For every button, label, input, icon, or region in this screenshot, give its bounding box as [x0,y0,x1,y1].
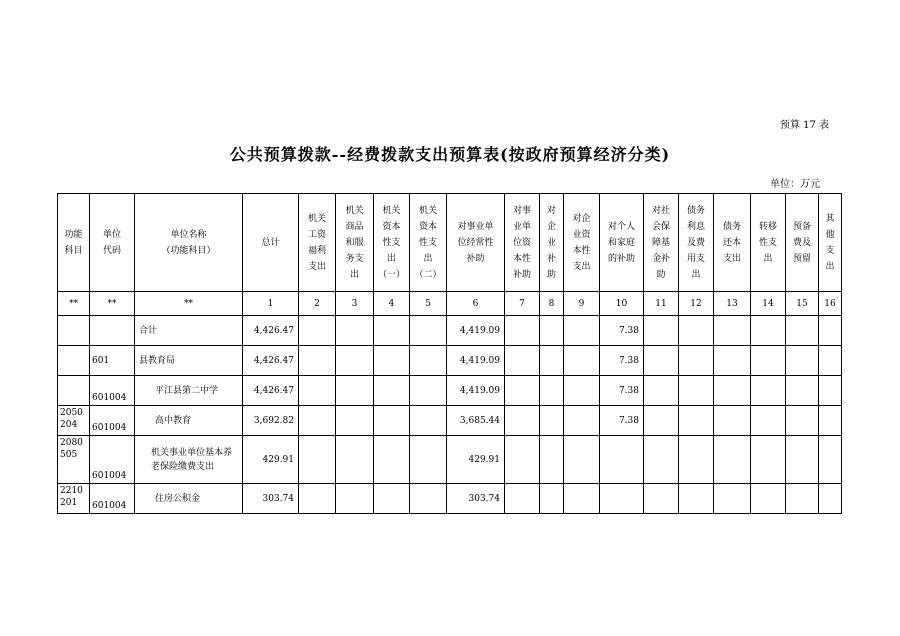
header-cell: 机关 资本 性支 出 （二） [410,194,447,292]
index-cell: 2 [299,292,336,316]
unit-code-cell: 601004 [90,436,135,484]
unit-code-cell: 601004 [90,376,135,406]
index-cell: 6 [447,292,505,316]
institution-subsidy-cell: 4,419.09 [447,316,505,346]
index-cell: 11 [644,292,679,316]
unit-code-cell: 601004 [90,406,135,436]
index-cell: ** [58,292,90,316]
index-cell: 14 [751,292,786,316]
institution-subsidy-cell: 4,419.09 [447,346,505,376]
total-cell: 4,426.47 [243,316,299,346]
institution-subsidy-cell: 303.74 [447,484,505,514]
header-row [58,194,842,292]
index-cell: 1 [243,292,299,316]
unit-name-cell: 县教育局 [135,346,243,376]
unit-code-cell: 601004 [90,484,135,514]
function-code-cell: 2080 505 [58,436,90,484]
table-row [58,406,842,436]
table-row [58,316,842,346]
personal-subsidy-cell: 7.38 [600,406,644,436]
budget-table [57,193,842,514]
institution-subsidy-cell: 429.91 [447,436,505,484]
header-cell: 单位名称 （功能科目） [135,194,243,292]
function-code-cell [58,346,90,376]
table-row [58,484,842,514]
function-code-cell: 2050 204 [58,406,90,436]
unit-name-cell: 机关事业单位基本养老保险缴费支出 [135,436,243,484]
index-cell: 16 [819,292,842,316]
index-cell: 7 [505,292,540,316]
total-cell: 4,426.47 [243,346,299,376]
header-cell: 总计 [243,194,299,292]
index-row [58,292,842,316]
index-cell: ** [90,292,135,316]
total-cell: 303.74 [243,484,299,514]
total-cell: 4,426.47 [243,376,299,406]
header-cell: 对社 会保 障基 金补 助 [644,194,679,292]
index-cell: 12 [679,292,714,316]
unit-code-cell [90,316,135,346]
total-cell: 3,692.82 [243,406,299,436]
header-cell: 债务 还本 支出 [714,194,751,292]
index-cell: 4 [374,292,410,316]
table-row [58,376,842,406]
unit-name-cell: 高中教育 [135,406,243,436]
institution-subsidy-cell: 3,685.44 [447,406,505,436]
header-cell: 债务 利息 及费 用支 出 [679,194,714,292]
index-cell: 8 [540,292,564,316]
index-cell: 5 [410,292,447,316]
header-cell: 单位 代码 [90,194,135,292]
index-cell: 3 [336,292,374,316]
personal-subsidy-cell: 7.38 [600,346,644,376]
table-row [58,346,842,376]
index-cell: 15 [786,292,819,316]
personal-subsidy-cell: 7.38 [600,376,644,406]
header-cell: 机关 资本 性支 出 （一） [374,194,410,292]
unit-name-cell: 合计 [135,316,243,346]
header-cell: 对事 业单 位资 本性 补助 [505,194,540,292]
header-cell: 对企 业资 本性 支出 [564,194,600,292]
index-cell: 13 [714,292,751,316]
table-row [58,436,842,484]
header-cell: 功能 科目 [58,194,90,292]
unit-code-cell: 601 [90,346,135,376]
personal-subsidy-cell: 7.38 [600,316,644,346]
unit-name-cell: 平江县第二中学 [135,376,243,406]
table-number-label: 预算 17 表 [780,120,830,131]
personal-subsidy-cell [600,436,644,484]
header-cell: 机关 工资 福利 支出 [299,194,336,292]
header-cell: 对事业单 位经常性 补助 [447,194,505,292]
header-cell: 对 企 业 补 助 [540,194,564,292]
header-cell: 转移 性支 出 [751,194,786,292]
institution-subsidy-cell: 4,419.09 [447,376,505,406]
page-title: 公共预算拨款--经费拨款支出预算表(按政府预算经济分类) [229,145,671,164]
index-cell: ** [135,292,243,316]
header-cell: 机关 商品 和服 务支 出 [336,194,374,292]
header-cell: 其 他 支 出 [819,194,842,292]
unit-name-cell: 住房公积金 [135,484,243,514]
function-code-cell [58,376,90,406]
index-cell: 9 [564,292,600,316]
index-cell: 10 [600,292,644,316]
function-code-cell [58,316,90,346]
total-cell: 429.91 [243,436,299,484]
function-code-cell: 2210 201 [58,484,90,514]
personal-subsidy-cell [600,484,644,514]
header-cell: 对个人 和家庭 的补助 [600,194,644,292]
header-cell: 预备 费及 预留 [786,194,819,292]
unit-label: 单位：万元 [770,179,820,190]
